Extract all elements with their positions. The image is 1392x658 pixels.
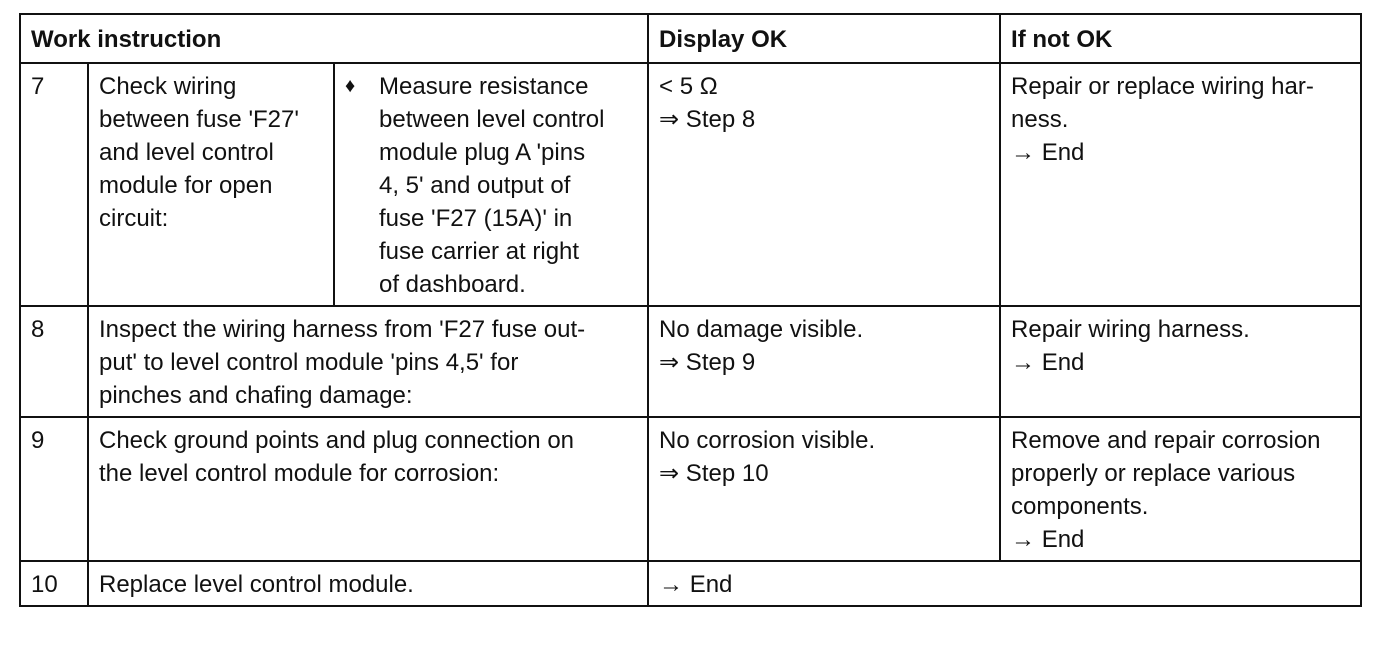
display-ok-cell (648, 561, 1361, 606)
text-line: circuit: (99, 205, 169, 232)
step-detail (334, 63, 648, 306)
table-row (20, 417, 1361, 561)
text-line: ness. (1011, 106, 1069, 133)
text-line: Repair wiring harness. (1011, 316, 1250, 343)
text-line: and level control (99, 139, 274, 166)
step-number: 8 (20, 306, 88, 417)
text-line: pinches and chafing damage: (99, 382, 413, 409)
text-line: module for open (99, 172, 273, 199)
step-number: 7 (20, 63, 88, 306)
step-instruction (88, 417, 648, 561)
text-line: Measure resistance (379, 73, 589, 100)
step-check-text (88, 63, 334, 306)
step-instruction (88, 306, 648, 417)
table-header-row (20, 14, 1361, 63)
display-ok-cell (648, 306, 1000, 417)
text-line: ⇒ Step 10 (659, 460, 769, 487)
text-line: of dashboard. (379, 271, 526, 298)
text-line: components. (1011, 493, 1149, 520)
text-line: 4, 5' and output of (379, 172, 571, 199)
text-line: properly or replace various (1011, 460, 1296, 487)
step-number: 9 (20, 417, 88, 561)
text-line: → End (659, 571, 733, 598)
text-line: No corrosion visible. (659, 427, 876, 454)
text-line: → End (1011, 526, 1085, 553)
text-line: Check wiring (99, 73, 237, 100)
text-line: module plug A 'pins (379, 139, 586, 166)
if-not-ok-cell (1000, 417, 1361, 561)
text-line: Repair or replace wiring har- (1011, 73, 1314, 100)
text-line: → End (1011, 139, 1085, 166)
table-row (20, 63, 1361, 306)
work-instruction-table (19, 13, 1362, 607)
text-line: ⇒ Step 9 (659, 349, 756, 376)
diamond-bullet-icon: ♦ (345, 75, 356, 97)
text-line: put' to level control module 'pins 4,5' for (99, 349, 519, 376)
table-row (20, 306, 1361, 417)
text-line: → End (1011, 349, 1085, 376)
text-line: < 5 Ω (659, 73, 718, 100)
if-not-ok-cell (1000, 306, 1361, 417)
work-instruction-sheet (19, 13, 1362, 607)
text-line: fuse carrier at right (379, 238, 580, 265)
display-ok-cell (648, 63, 1000, 306)
detail-text (379, 70, 637, 301)
text-line: Inspect the wiring harness from 'F27 fuse out- (99, 316, 586, 343)
text-line: between level control (379, 106, 605, 133)
text-line: Replace level control module. (99, 571, 414, 598)
text-line: Remove and repair corrosion (1011, 427, 1321, 454)
step-number: 10 (20, 561, 88, 606)
header-work-instruction: Work instruction (20, 14, 648, 63)
text-line: fuse 'F27 (15A)' in (379, 205, 573, 232)
if-not-ok-cell (1000, 63, 1361, 306)
header-display-ok: Display OK (648, 14, 1000, 63)
table-row (20, 561, 1361, 606)
header-if-not-ok: If not OK (1000, 14, 1361, 63)
text-line: No damage visible. (659, 316, 864, 343)
display-ok-cell (648, 417, 1000, 561)
text-line: the level control module for corrosion: (99, 460, 500, 487)
text-line: Check ground points and plug connection on (99, 427, 575, 454)
text-line: between fuse 'F27' (99, 106, 299, 133)
text-line: ⇒ Step 8 (659, 106, 756, 133)
step-instruction (88, 561, 648, 606)
